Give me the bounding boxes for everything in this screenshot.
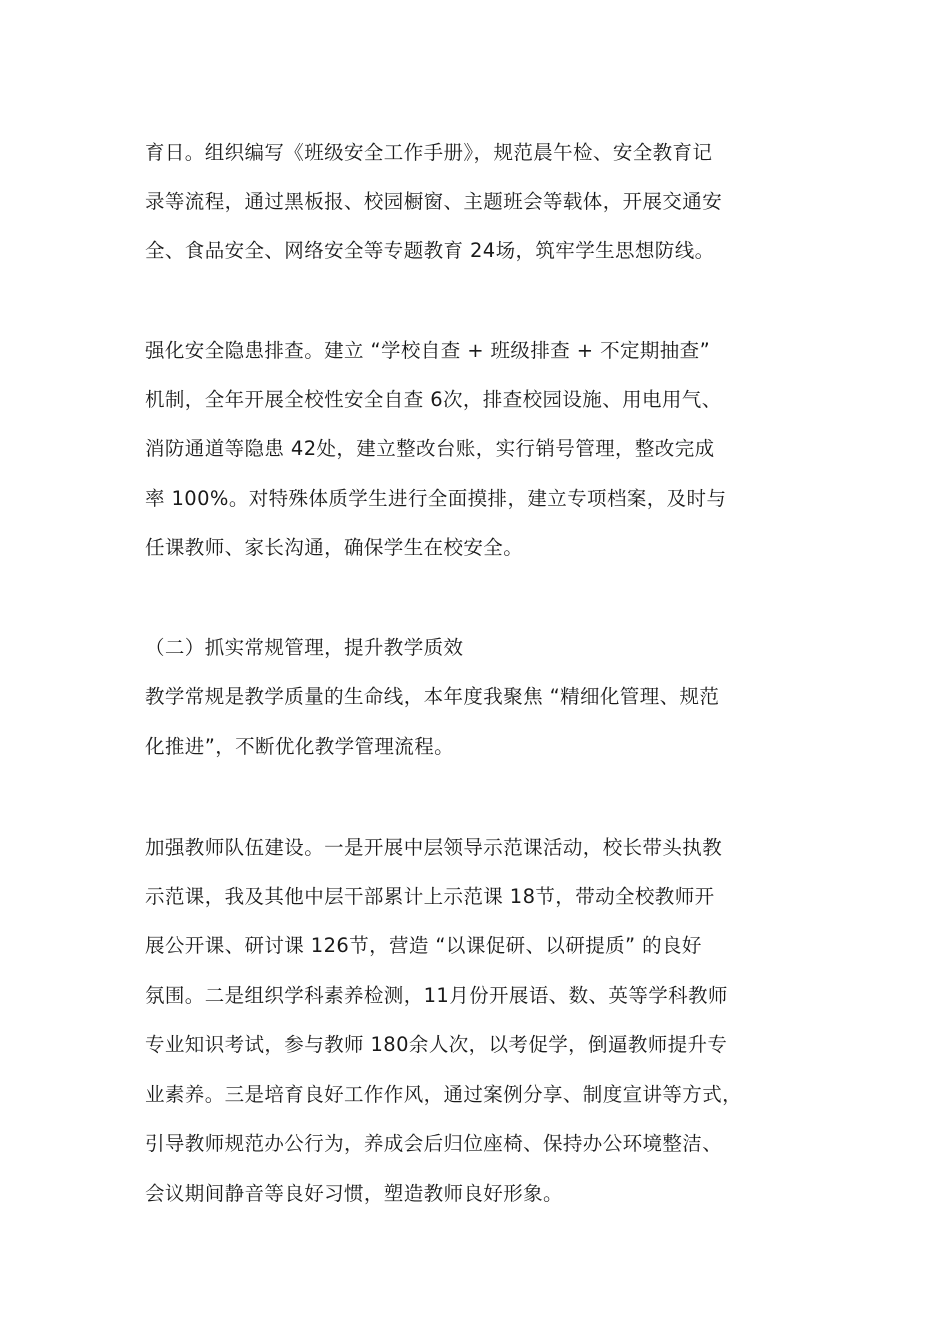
text-line: 专业知识考试，参与教师 180余人次，以考促学，倒逼教师提升专 [145,1033,728,1056]
text-line: 业素养。三是培育良好工作作风，通过案例分享、制度宣讲等方式， [145,1083,743,1106]
text-line: 会议期间静音等良好习惯，塑造教师良好形象。 [145,1182,563,1205]
text-line: 机制，全年开展全校性安全自查 6次，排查校园设施、用电用气、 [145,388,722,411]
text-line: 任课教师、家长沟通，确保学生在校安全。 [145,536,524,559]
text-line: 消防通道等隐患 42处，建立整改台账，实行销号管理，整改完成 [145,437,715,460]
text-line: 加强教师队伍建设。一是开展中层领导示范课活动，校长带头执教 [145,836,723,859]
text-line: 示范课，我及其他中层干部累计上示范课 18节，带动全校教师开 [145,885,715,908]
text-line: 引导教师规范办公行为，养成会后归位座椅、保持办公环境整洁、 [145,1132,723,1155]
text-line: 强化安全隐患排查。建立 “学校自查 + 班级排查 + 不定期抽查” [145,339,711,362]
section-heading: （二）抓实常规管理，提升教学质效 [145,636,464,659]
text-line: 展公开课、研讨课 126节，营造 “以课促研、以研提质” 的良好 [145,934,702,957]
text-line: 全、食品安全、网络安全等专题教育 24场，筑牢学生思想防线。 [145,239,715,262]
text-line: 育日。组织编写《班级安全工作手册》，规范晨午检、安全教育记 [145,141,713,164]
text-line: 教学常规是教学质量的生命线，本年度我聚焦 “精细化管理、规范 [145,685,720,708]
text-line: 率 100%。对特殊体质学生进行全面摸排，建立专项档案，及时与 [145,487,727,510]
text-line: 化推进”，不断优化教学管理流程。 [145,735,455,758]
text-line: 录等流程，通过黑板报、校园橱窗、主题班会等载体，开展交通安 [145,190,723,213]
text-line: 氛围。二是组织学科素养检测，11月份开展语、数、英等学科教师 [145,984,728,1007]
